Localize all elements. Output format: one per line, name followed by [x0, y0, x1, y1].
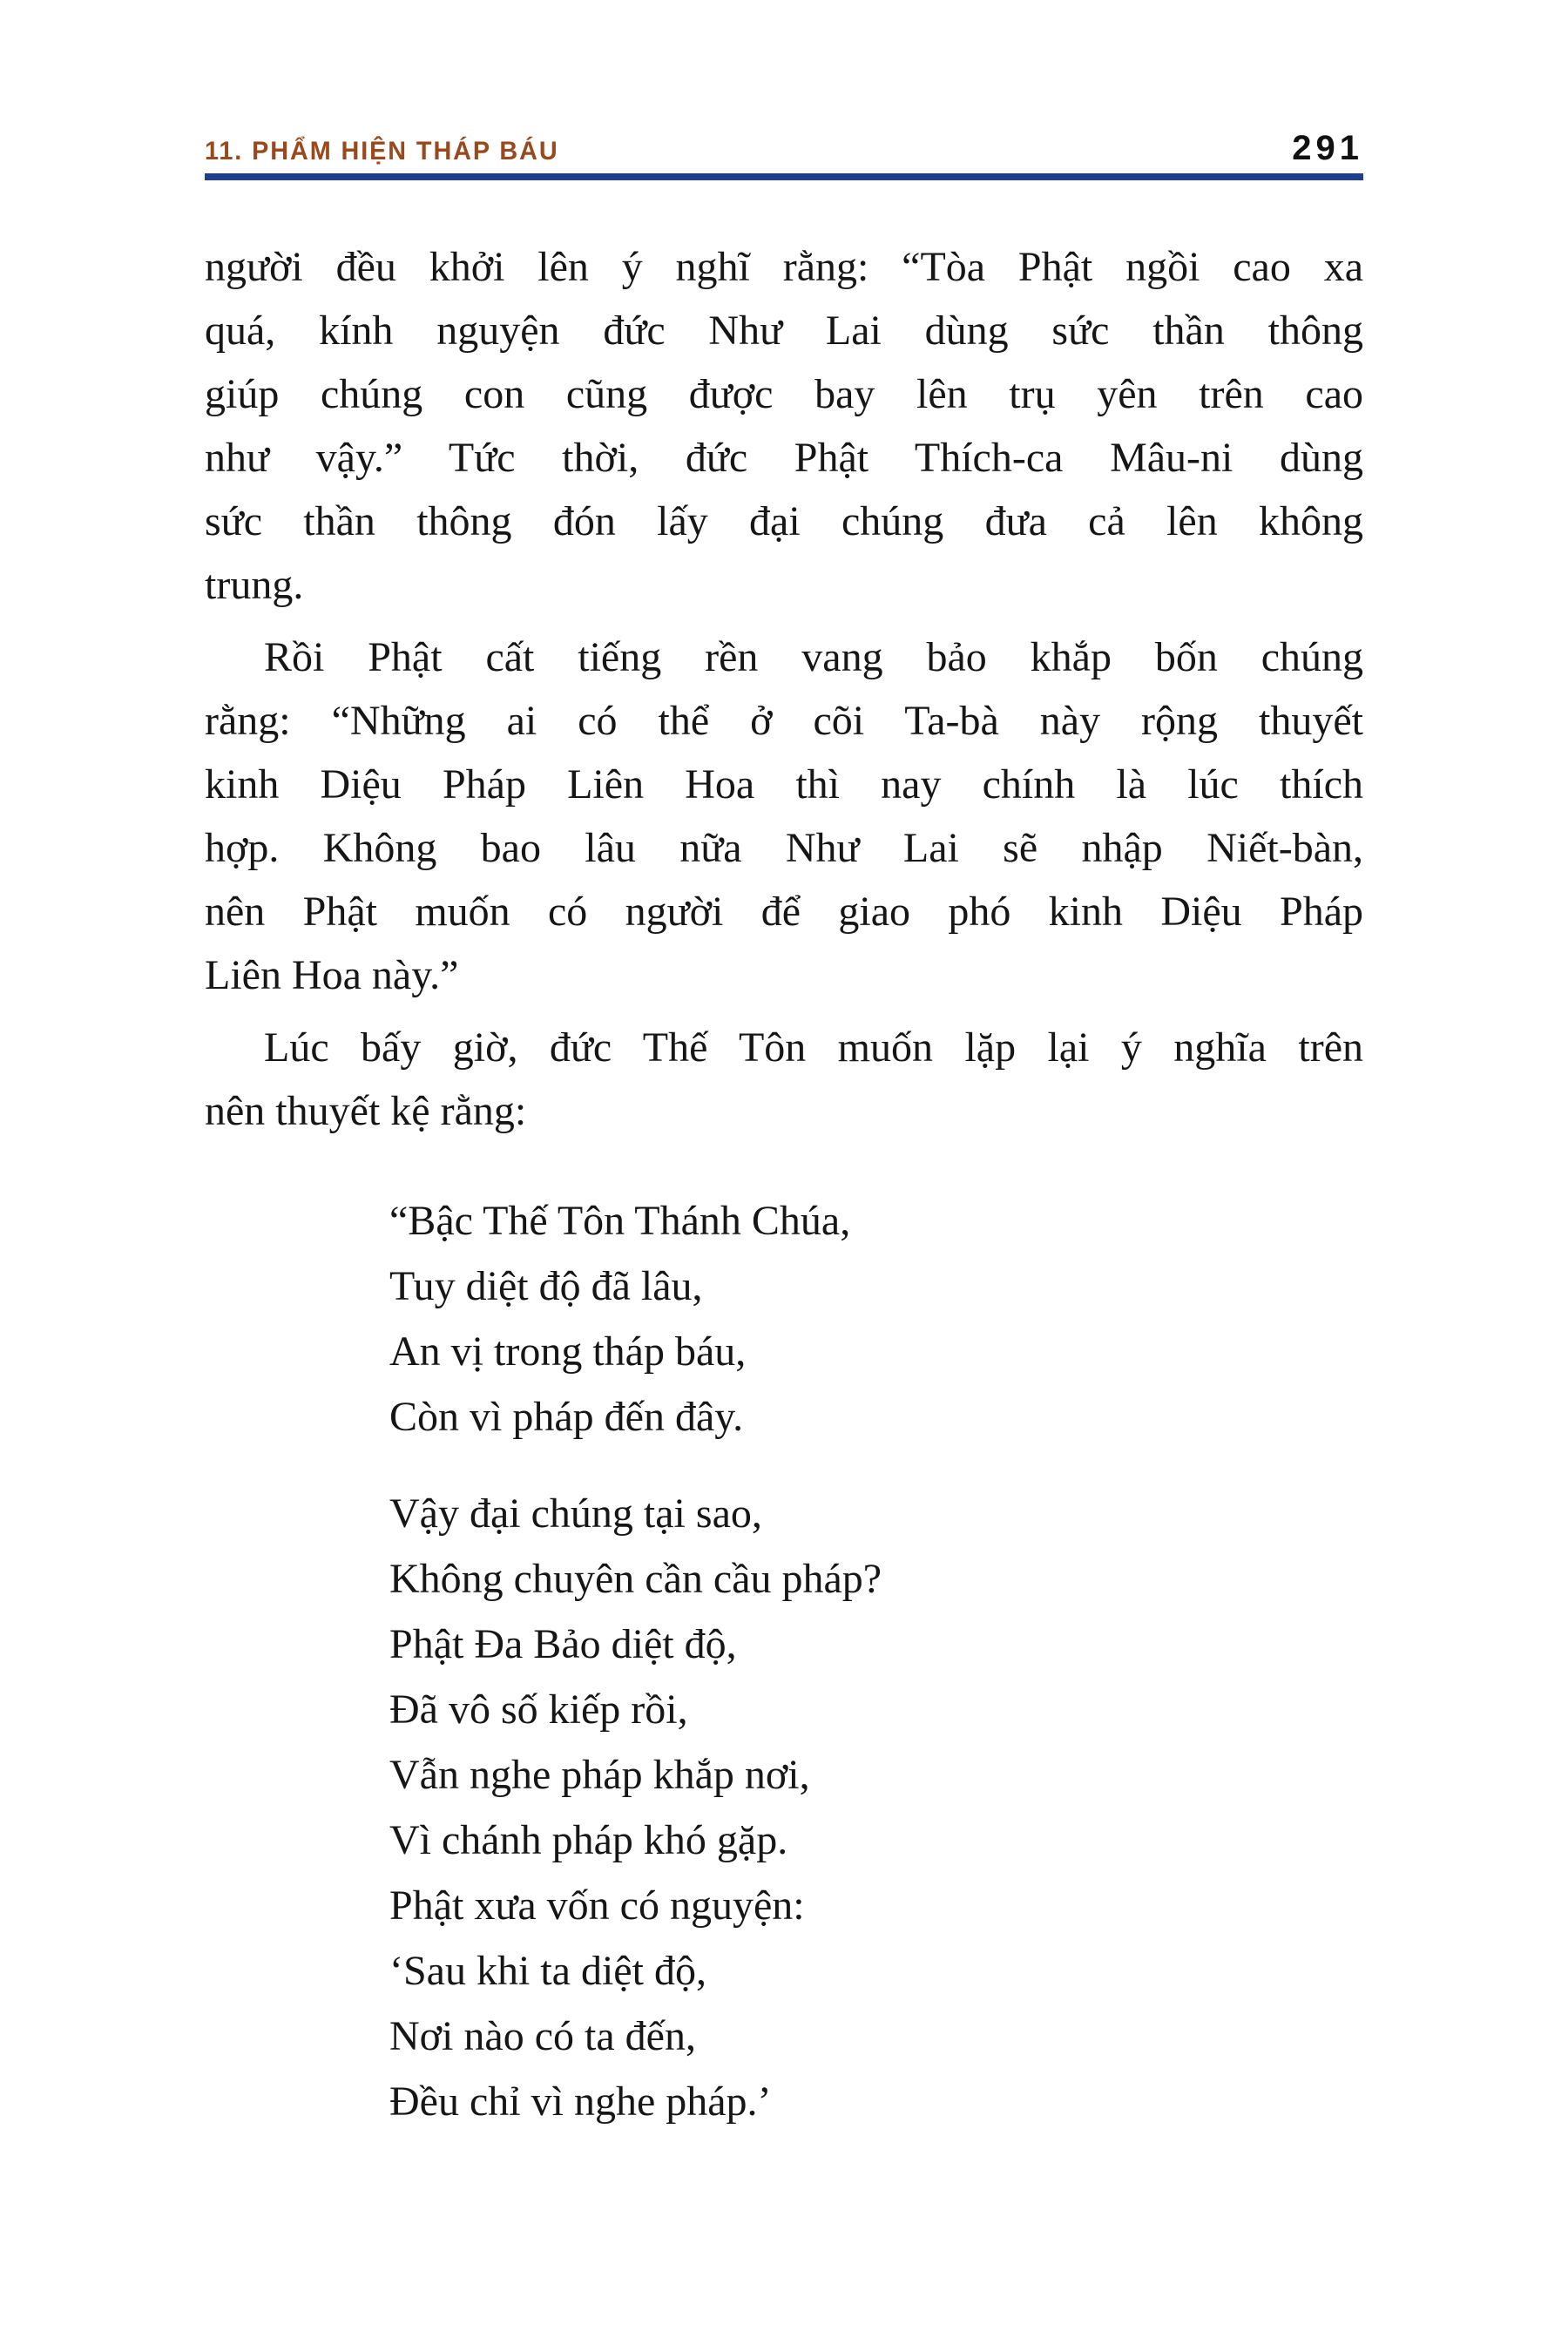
paragraph-line: rằng: “Những ai có thể ở cõi Ta-bà này rộng thuyết [205, 698, 1363, 744]
page-number: 291 [1292, 129, 1363, 167]
verse-line: Đã vô số kiếp rồi, [389, 1686, 688, 1733]
verse-line: ‘Sau khi ta diệt độ, [389, 1948, 706, 1994]
paragraph-line: kinh Diệu Pháp Liên Hoa thì nay chính là lúc thích [205, 761, 1363, 808]
verse-stanza-1 [389, 1188, 1365, 1450]
paragraph-line: Liên Hoa này.” [205, 952, 459, 998]
paragraph-line: như vậy.” Tức thời, đức Phật Thích-ca Mâu-ni dùng [205, 435, 1363, 481]
verse-line: Phật xưa vốn có nguyện: [389, 1882, 805, 1929]
verse-stanza-2 [389, 1481, 1365, 2134]
paragraph-line: trung. [205, 562, 304, 608]
body-text [205, 235, 1363, 1143]
verse-line: Nơi nào có ta đến, [389, 2013, 696, 2059]
verse-line: An vị trong tháp báu, [389, 1328, 747, 1375]
body-paragraph-2 [205, 625, 1363, 1007]
verse-line: Đều chỉ vì nghe pháp.’ [389, 2078, 772, 2125]
verse-block [389, 1188, 1365, 2134]
verse-line: Còn vì pháp đến đây. [389, 1394, 744, 1440]
paragraph-line: hợp. Không bao lâu nữa Như Lai sẽ nhập Niết-bàn, [205, 825, 1363, 871]
verse-line: Vậy đại chúng tại sao, [389, 1490, 762, 1537]
paragraph-line: sức thần thông đón lấy đại chúng đưa cả lên không [205, 498, 1363, 544]
verse-line: Phật Đa Bảo diệt độ, [389, 1621, 737, 1667]
body-paragraph-1 [205, 235, 1363, 617]
verse-line: Vì chánh pháp khó gặp. [389, 1817, 788, 1863]
paragraph-line: Rồi Phật cất tiếng rền vang bảo khắp bốn chúng [264, 634, 1363, 680]
chapter-title: 11. PHẨM HIỆN THÁP BÁU [205, 137, 559, 166]
header-rule-divider [205, 173, 1363, 180]
paragraph-line: quá, kính nguyện đức Như Lai dùng sức thần thông [205, 308, 1363, 354]
paragraph-line: nên Phật muốn có người để giao phó kinh Diệu Pháp [205, 889, 1363, 935]
paragraph-line: nên thuyết kệ rằng: [205, 1088, 527, 1134]
verse-line: “Bậc Thế Tôn Thánh Chúa, [389, 1198, 851, 1244]
running-header [205, 129, 1363, 168]
paragraph-line: Lúc bấy giờ, đức Thế Tôn muốn lặp lại ý nghĩa trên [264, 1024, 1363, 1071]
verse-line: Tuy diệt độ đã lâu, [389, 1263, 703, 1309]
body-paragraph-3 [205, 1016, 1363, 1143]
paragraph-line: người đều khởi lên ý nghĩ rằng: “Tòa Phật ngồi cao xa [205, 244, 1363, 290]
verse-line: Vẫn nghe pháp khắp nơi, [389, 1752, 810, 1798]
verse-line: Không chuyên cần cầu pháp? [389, 1556, 882, 1602]
paragraph-line: giúp chúng con cũng được bay lên trụ yên trên cao [205, 371, 1363, 417]
